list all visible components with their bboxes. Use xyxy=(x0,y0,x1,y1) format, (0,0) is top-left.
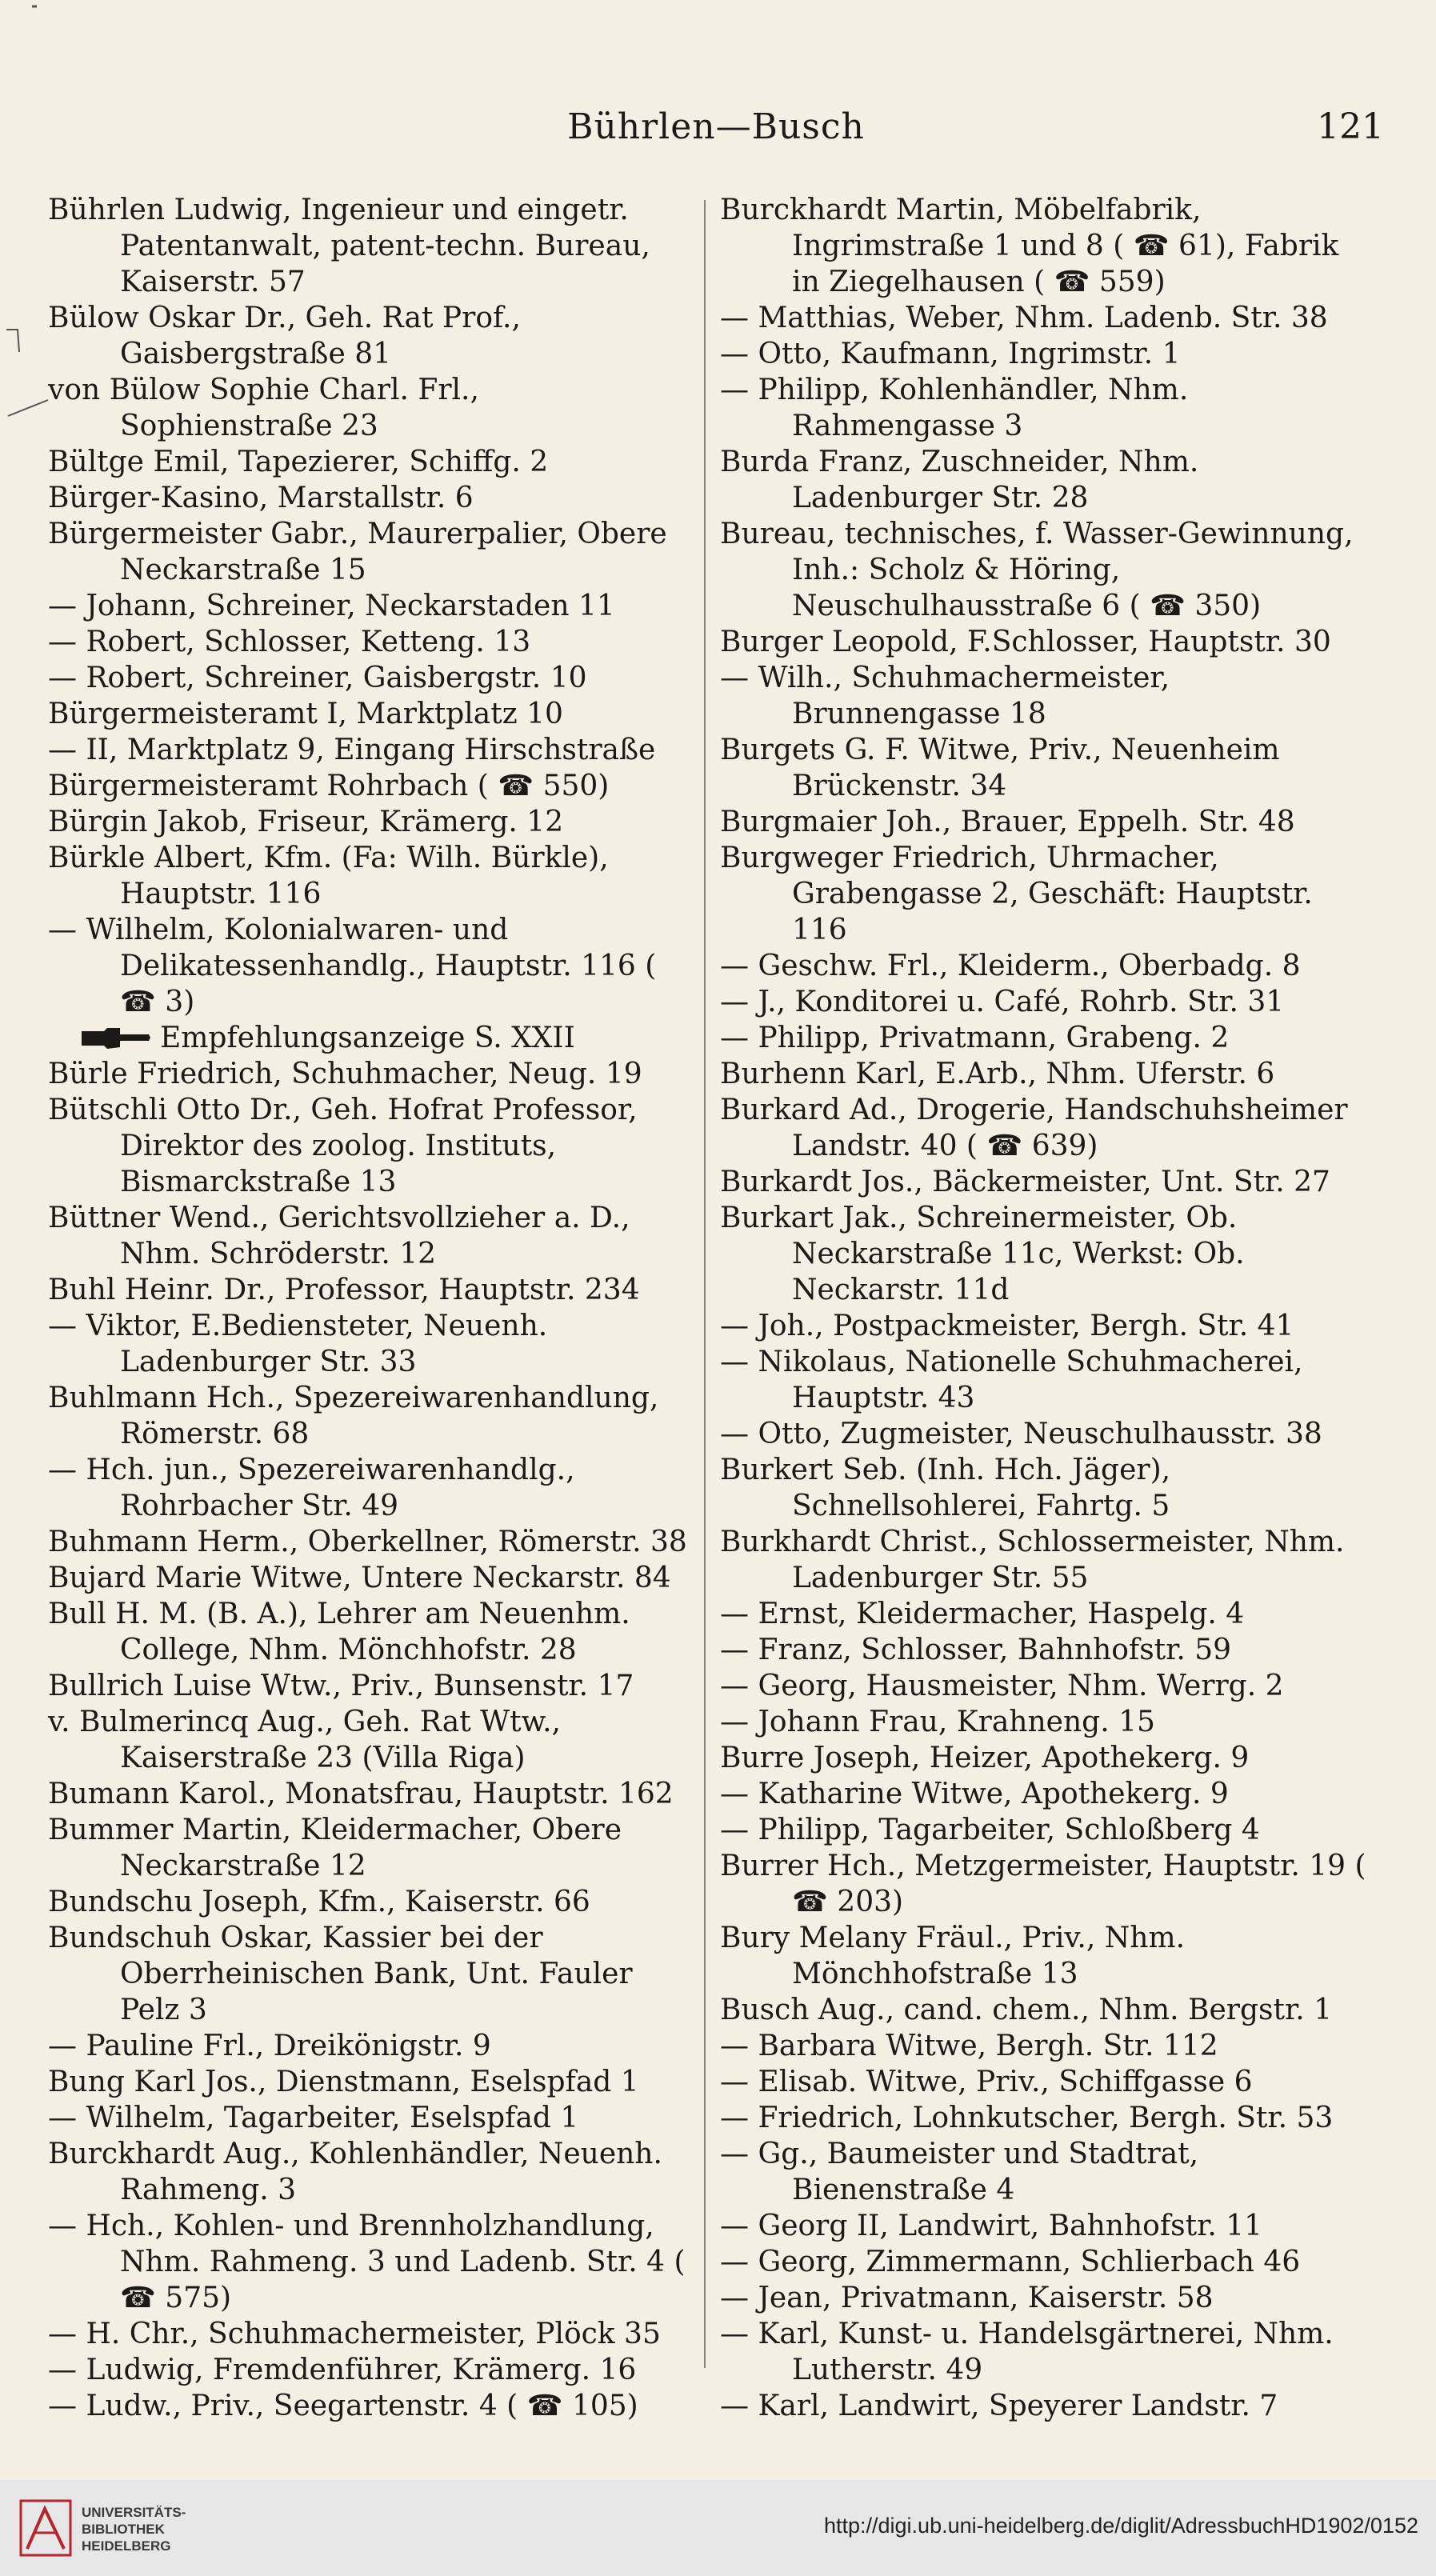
source-url-link[interactable]: http://digi.ub.uni-heidelberg.de/diglit/AdressbuchHD1902/0152 xyxy=(823,2514,1418,2538)
directory-entry: — II, Marktplatz 9, Eingang Hirschstraße xyxy=(48,734,656,766)
university-library-logo-icon xyxy=(18,2498,74,2558)
directory-entry: — Wilhelm, Tagarbeiter, Eselspfad 1 xyxy=(48,2102,579,2134)
library-name xyxy=(82,2504,186,2554)
advertisement-reference-text: Empfehlungsanzeige S. XXII xyxy=(160,1022,575,1054)
directory-entry: Bürkle Albert, Kfm. (Fa: Wilh. Bürkle), Hauptstr. 116 xyxy=(48,842,609,910)
directory-entry: Burkhardt Christ., Schlossermeister, Nhm. Ladenburger Str. 55 xyxy=(720,1526,1345,1594)
directory-entry: Burger Leopold, F.Schlosser, Hauptstr. 30 xyxy=(720,626,1331,658)
directory-entry: Bumann Karol., Monatsfrau, Hauptstr. 162 xyxy=(48,1778,674,1810)
directory-entry: — Philipp, Kohlenhändler, Nhm. Rahmengasse 3 xyxy=(720,374,1189,442)
directory-entry: Burkardt Jos., Bäckermeister, Unt. Str. 27 xyxy=(720,1166,1330,1198)
directory-entry: — Barbara Witwe, Bergh. Str. 112 xyxy=(720,2030,1218,2062)
directory-entry: Busch Aug., cand. chem., Nhm. Bergstr. 1 xyxy=(720,1994,1333,2026)
directory-entry: — Ludw., Priv., Seegartenstr. 4 ( ☎ 105) xyxy=(48,2390,638,2422)
directory-entry: Bullrich Luise Wtw., Priv., Bunsenstr. 17 xyxy=(48,1670,634,1702)
directory-entry: Burgmaier Joh., Brauer, Eppelh. Str. 48 xyxy=(720,806,1295,838)
directory-entry: Büttner Wend., Gerichtsvollzieher a. D., Nhm. Schröderstr. 12 xyxy=(48,1202,630,1270)
directory-entry: Bührlen Ludwig, Ingenieur und eingetr. Patentanwalt, patent-techn. Bureau, Kaiserstr. 57 xyxy=(48,194,650,298)
directory-entry: — Elisab. Witwe, Priv., Schiffgasse 6 xyxy=(720,2066,1253,2098)
directory-entry: — Otto, Zugmeister, Neuschulhausstr. 38 xyxy=(720,1418,1322,1450)
directory-entry: — Joh., Postpackmeister, Bergh. Str. 41 xyxy=(720,1310,1294,1342)
directory-entry: — Gg., Baumeister und Stadtrat, Bienenstraße 4 xyxy=(720,2138,1199,2206)
directory-entry: Burhenn Karl, E.Arb., Nhm. Uferstr. 6 xyxy=(720,1058,1275,1090)
directory-entry: — Johann Frau, Krahneng. 15 xyxy=(720,1706,1155,1738)
directory-entry: Bürger-Kasino, Marstallstr. 6 xyxy=(48,482,474,514)
directory-entry: Bummer Martin, Kleidermacher, Obere Neckarstraße 12 xyxy=(48,1814,622,1882)
directory-entry: Buhmann Herm., Oberkellner, Römerstr. 38 xyxy=(48,1526,687,1558)
page-number: 121 xyxy=(1317,106,1384,147)
directory-entry: — Johann, Schreiner, Neckarstaden 11 xyxy=(48,590,615,622)
directory-entry: von Bülow Sophie Charl. Frl., Sophienstraße 23 xyxy=(48,374,479,442)
directory-entry: Bundschuh Oskar, Kassier bei der Oberrheinischen Bank, Unt. Fauler Pelz 3 xyxy=(48,1922,633,2026)
directory-entry: Bull H. M. (B. A.), Lehrer am Neuenhm. College, Nhm. Mönchhofstr. 28 xyxy=(48,1598,630,1666)
directory-entry: — Philipp, Tagarbeiter, Schloßberg 4 xyxy=(720,1814,1260,1846)
directory-entry: — Karl, Landwirt, Speyerer Landstr. 7 xyxy=(720,2390,1278,2422)
directory-entry: Burkard Ad., Drogerie, Handschuhsheimer Landstr. 40 ( ☎ 639) xyxy=(720,1094,1348,1162)
directory-entry: Bürgermeisteramt I, Marktplatz 10 xyxy=(48,698,563,730)
directory-entry: Bujard Marie Witwe, Untere Neckarstr. 84 xyxy=(48,1562,671,1594)
directory-entry: Burkart Jak., Schreinermeister, Ob. Neckarstraße 11c, Werkst: Ob. Neckarstr. 11d xyxy=(720,1202,1245,1306)
pointing-hand-icon xyxy=(80,1026,152,1050)
directory-entry: Bundschu Joseph, Kfm., Kaiserstr. 66 xyxy=(48,1886,590,1918)
directory-entry: Burrer Hch., Metzgermeister, Hauptstr. 19 ( ☎ 203) xyxy=(720,1850,1366,1918)
library-name-line: UNIVERSITÄTS- xyxy=(82,2505,186,2520)
directory-entry: Bürgin Jakob, Friseur, Krämerg. 12 xyxy=(48,806,564,838)
directory-entry: Bureau, technisches, f. Wasser-Gewinnung, Inh.: Scholz & Höring, Neuschulhausstraße 6 ( ☎ 350) xyxy=(720,518,1354,622)
directory-entry: — Friedrich, Lohnkutscher, Bergh. Str. 53 xyxy=(720,2102,1334,2134)
directory-entry: — Georg, Zimmermann, Schlierbach 46 xyxy=(720,2246,1301,2278)
column-divider xyxy=(704,200,706,2368)
directory-entry: Burkert Seb. (Inh. Hch. Jäger), Schnellsohlerei, Fahrtg. 5 xyxy=(720,1454,1171,1522)
directory-entry: — H. Chr., Schuhmachermeister, Plöck 35 xyxy=(48,2318,661,2350)
directory-entry: — Ernst, Kleidermacher, Haspelg. 4 xyxy=(720,1598,1245,1630)
directory-entry: — Jean, Privatmann, Kaiserstr. 58 xyxy=(720,2282,1214,2314)
directory-entry: Burgweger Friedrich, Uhrmacher, Grabengasse 2, Geschäft: Hauptstr. 116 xyxy=(720,842,1313,946)
right-column xyxy=(720,192,1366,2424)
directory-entry: — Robert, Schreiner, Gaisbergstr. 10 xyxy=(48,662,587,694)
directory-entry: — Hch., Kohlen- und Brennholzhandlung, Nhm. Rahmeng. 3 und Ladenb. Str. 4 ( ☎ 575) xyxy=(48,2210,686,2314)
library-name-line: HEIDELBERG xyxy=(82,2538,171,2554)
directory-entry: — Robert, Schlosser, Ketteng. 13 xyxy=(48,626,531,658)
directory-entry: — Katharine Witwe, Apothekerg. 9 xyxy=(720,1778,1229,1810)
directory-entry: — Pauline Frl., Dreikönigstr. 9 xyxy=(48,2030,491,2062)
directory-entry: — Wilh., Schuhmachermeister, Brunnengasse 18 xyxy=(720,662,1170,730)
directory-entry: Bürgermeisteramt Rohrbach ( ☎ 550) xyxy=(48,770,610,802)
directory-entry: Bürgermeister Gabr., Maurerpalier, Obere Neckarstraße 15 xyxy=(48,518,667,586)
page-header xyxy=(48,100,1384,156)
directory-entry: — Karl, Kunst- u. Handelsgärtnerei, Nhm. Lutherstr. 49 xyxy=(720,2318,1334,2386)
directory-entry: — Nikolaus, Nationelle Schuhmacherei, Hauptstr. 43 xyxy=(720,1346,1303,1414)
directory-entry: — J., Konditorei u. Café, Rohrb. Str. 31 xyxy=(720,986,1285,1018)
directory-entry: — Ludwig, Fremdenführer, Krämerg. 16 xyxy=(48,2354,637,2386)
directory-entry: Bury Melany Fräul., Priv., Nhm. Mönchhofstraße 13 xyxy=(720,1922,1186,1990)
directory-entry: Burckhardt Aug., Kohlenhändler, Neuenh. Rahmeng. 3 xyxy=(48,2138,662,2206)
directory-entry: Buhl Heinr. Dr., Professor, Hauptstr. 234 xyxy=(48,1274,640,1306)
directory-entry: — Georg II, Landwirt, Bahnhofstr. 11 xyxy=(720,2210,1263,2242)
directory-entry: Bung Karl Jos., Dienstmann, Eselspfad 1 xyxy=(48,2066,639,2098)
directory-entry: — Matthias, Weber, Nhm. Ladenb. Str. 38 xyxy=(720,302,1328,334)
directory-entry: Burckhardt Martin, Möbelfabrik, Ingrimstraße 1 und 8 ( ☎ 61), Fabrik in Ziegelhausen ( ☎ 559) xyxy=(720,194,1339,298)
directory-entry: — Hch. jun., Spezereiwarenhandlg., Rohrbacher Str. 49 xyxy=(48,1454,575,1522)
directory-entry: Bürle Friedrich, Schuhmacher, Neug. 19 xyxy=(48,1058,642,1090)
directory-entry: Bülow Oskar Dr., Geh. Rat Prof., Gaisbergstraße 81 xyxy=(48,302,521,370)
directory-entry: Burda Franz, Zuschneider, Nhm. Ladenburger Str. 28 xyxy=(720,446,1199,514)
directory-entry: Bütschli Otto Dr., Geh. Hofrat Professor, Direktor des zoolog. Instituts, Bismarckstraße 13 xyxy=(48,1094,638,1198)
directory-entry: — Wilhelm, Kolonialwaren- und Delikatessenhandlg., Hauptstr. 116 ( ☎ 3) xyxy=(48,914,657,1018)
left-column xyxy=(48,192,694,2424)
advertisement-reference xyxy=(48,1020,694,1056)
directory-entry: Burgets G. F. Witwe, Priv., Neuenheim Brückenstr. 34 xyxy=(720,734,1280,802)
directory-entry: Burre Joseph, Heizer, Apothekerg. 9 xyxy=(720,1742,1250,1774)
directory-entry: — Viktor, E.Bediensteter, Neuenh. Ladenburger Str. 33 xyxy=(48,1310,548,1378)
directory-entry: — Geschw. Frl., Kleiderm., Oberbadg. 8 xyxy=(720,950,1301,982)
directory-entry: — Georg, Hausmeister, Nhm. Werrg. 2 xyxy=(720,1670,1284,1702)
directory-entry: — Franz, Schlosser, Bahnhofstr. 59 xyxy=(720,1634,1232,1666)
directory-entry: Buhlmann Hch., Spezereiwarenhandlung, Römerstr. 68 xyxy=(48,1382,659,1450)
directory-entry: v. Bulmerincq Aug., Geh. Rat Wtw., Kaiserstraße 23 (Villa Riga) xyxy=(48,1706,562,1774)
library-name-line: BIBLIOTHEK xyxy=(82,2522,165,2537)
directory-entry: — Philipp, Privatmann, Grabeng. 2 xyxy=(720,1022,1230,1054)
directory-entry: — Otto, Kaufmann, Ingrimstr. 1 xyxy=(720,338,1181,370)
directory-entry: Bültge Emil, Tapezierer, Schiffg. 2 xyxy=(48,446,549,478)
digitization-footer xyxy=(0,2480,1436,2576)
running-title: Bührlen—Busch xyxy=(567,106,865,147)
